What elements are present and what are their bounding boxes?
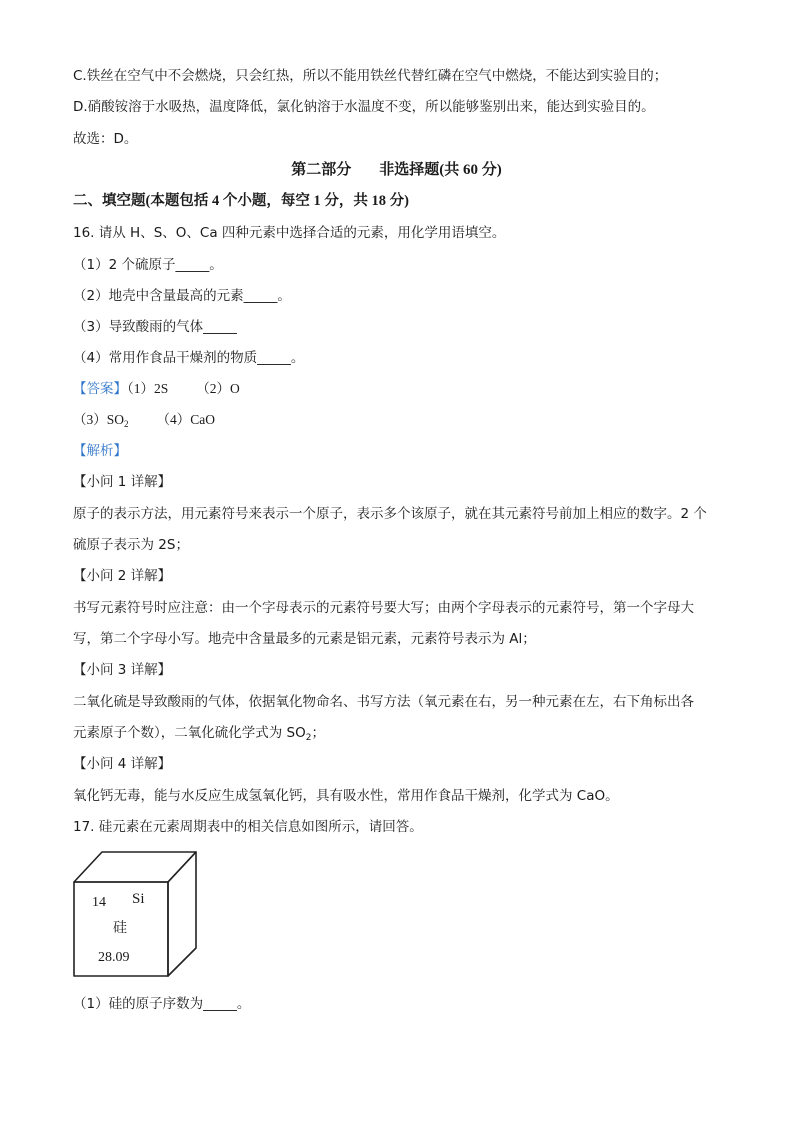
q16-item-3: （3）导致酸雨的气体_____ <box>73 319 237 335</box>
detail-4-line: 氧化钙无毒，能与水反应生成氢氧化钙，具有吸水性，常用作食品干燥剂，化学式为 CaO。 <box>73 788 619 804</box>
section-title: 二、填空题(本题包括 4 个小题，每空 1 分，共 18 分) <box>73 193 409 209</box>
detail-heading-2: 【小问 2 详解】 <box>73 568 172 584</box>
part-title-left: 第二部分 <box>291 162 352 178</box>
silicon-element-card <box>72 850 198 978</box>
answer-3-subscript: 2 <box>124 419 129 429</box>
detail-1-line-b: 硫原子表示为 2S； <box>73 537 189 553</box>
analysis-label: 【解析】 <box>73 443 127 459</box>
q16-answer-line-1 <box>73 379 733 399</box>
detail-heading-3: 【小问 3 详解】 <box>73 662 172 678</box>
card-side-face <box>168 852 196 976</box>
q17-stem: 17. 硅元素在元素周期表中的相关信息如图所示，请回答。 <box>73 819 423 835</box>
detail-3-line-b-text: 元素原子个数），二氧化硫化学式为 SO <box>73 725 306 741</box>
detail-2-line-a: 书写元素符号时应注意：由一个字母表示的元素符号要大写；由两个字母表示的元素符号，第一个字母大 <box>73 600 694 616</box>
detail-3-line-a: 二氧化硫是导致酸雨的气体，依据氧化物命名、书写方法（氧元素在右，另一种元素在左，右下角标出各 <box>73 694 694 710</box>
part-title <box>0 160 793 180</box>
detail-heading-1: 【小问 1 详解】 <box>73 474 172 490</box>
q16-item-1: （1）2 个硫原子_____。 <box>73 257 223 273</box>
detail-1-line-a: 原子的表示方法，用元素符号来表示一个原子，表示多个该原子，就在其元素符号前加上相应的数字。2 个 <box>73 506 707 522</box>
q16-item-4: （4）常用作食品干燥剂的物质_____。 <box>73 350 305 366</box>
answer-3 <box>73 412 129 427</box>
detail-3-line-b <box>73 723 733 743</box>
answer-2: （2）O <box>196 381 240 396</box>
atomic-mass: 28.09 <box>98 950 130 965</box>
detail-3-suffix: ； <box>311 725 325 741</box>
card-top-face <box>74 852 196 882</box>
answer-1: （1）2S <box>127 381 169 396</box>
atomic-number: 14 <box>92 895 106 910</box>
option-d-text: D.硝酸铵溶于水吸热，温度降低，氯化钠溶于水温度不变，所以能够鉴别出来，能达到实验目的。 <box>73 99 655 115</box>
detail-heading-4: 【小问 4 详解】 <box>73 756 172 772</box>
q17-item-1: （1）硅的原子序数为_____。 <box>73 996 251 1012</box>
detail-3-subscript: 2 <box>305 733 312 743</box>
part-title-right: 非选择题(共 60 分) <box>379 162 502 178</box>
element-name: 硅 <box>113 920 127 936</box>
previous-answer: 故选：D。 <box>73 131 138 147</box>
answer-3-formula: （3）SO <box>73 412 125 427</box>
q16-stem: 16. 请从 H、S、O、Ca 四种元素中选择合适的元素，用化学用语填空。 <box>73 225 506 241</box>
answer-4: （4）CaO <box>156 412 216 427</box>
option-c-text: C.铁丝在空气中不会燃烧，只会红热，所以不能用铁丝代替红磷在空气中燃烧，不能达到实验目的； <box>73 68 668 84</box>
element-symbol: Si <box>132 891 145 907</box>
q16-item-2: （2）地壳中含量最高的元素_____。 <box>73 288 291 304</box>
answer-label: 【答案】 <box>73 381 127 397</box>
q16-answer-line-2 <box>73 410 733 430</box>
detail-2-line-b: 写，第二个字母小写。地壳中含量最多的元素是铝元素，元素符号表示为 Al； <box>73 631 536 647</box>
